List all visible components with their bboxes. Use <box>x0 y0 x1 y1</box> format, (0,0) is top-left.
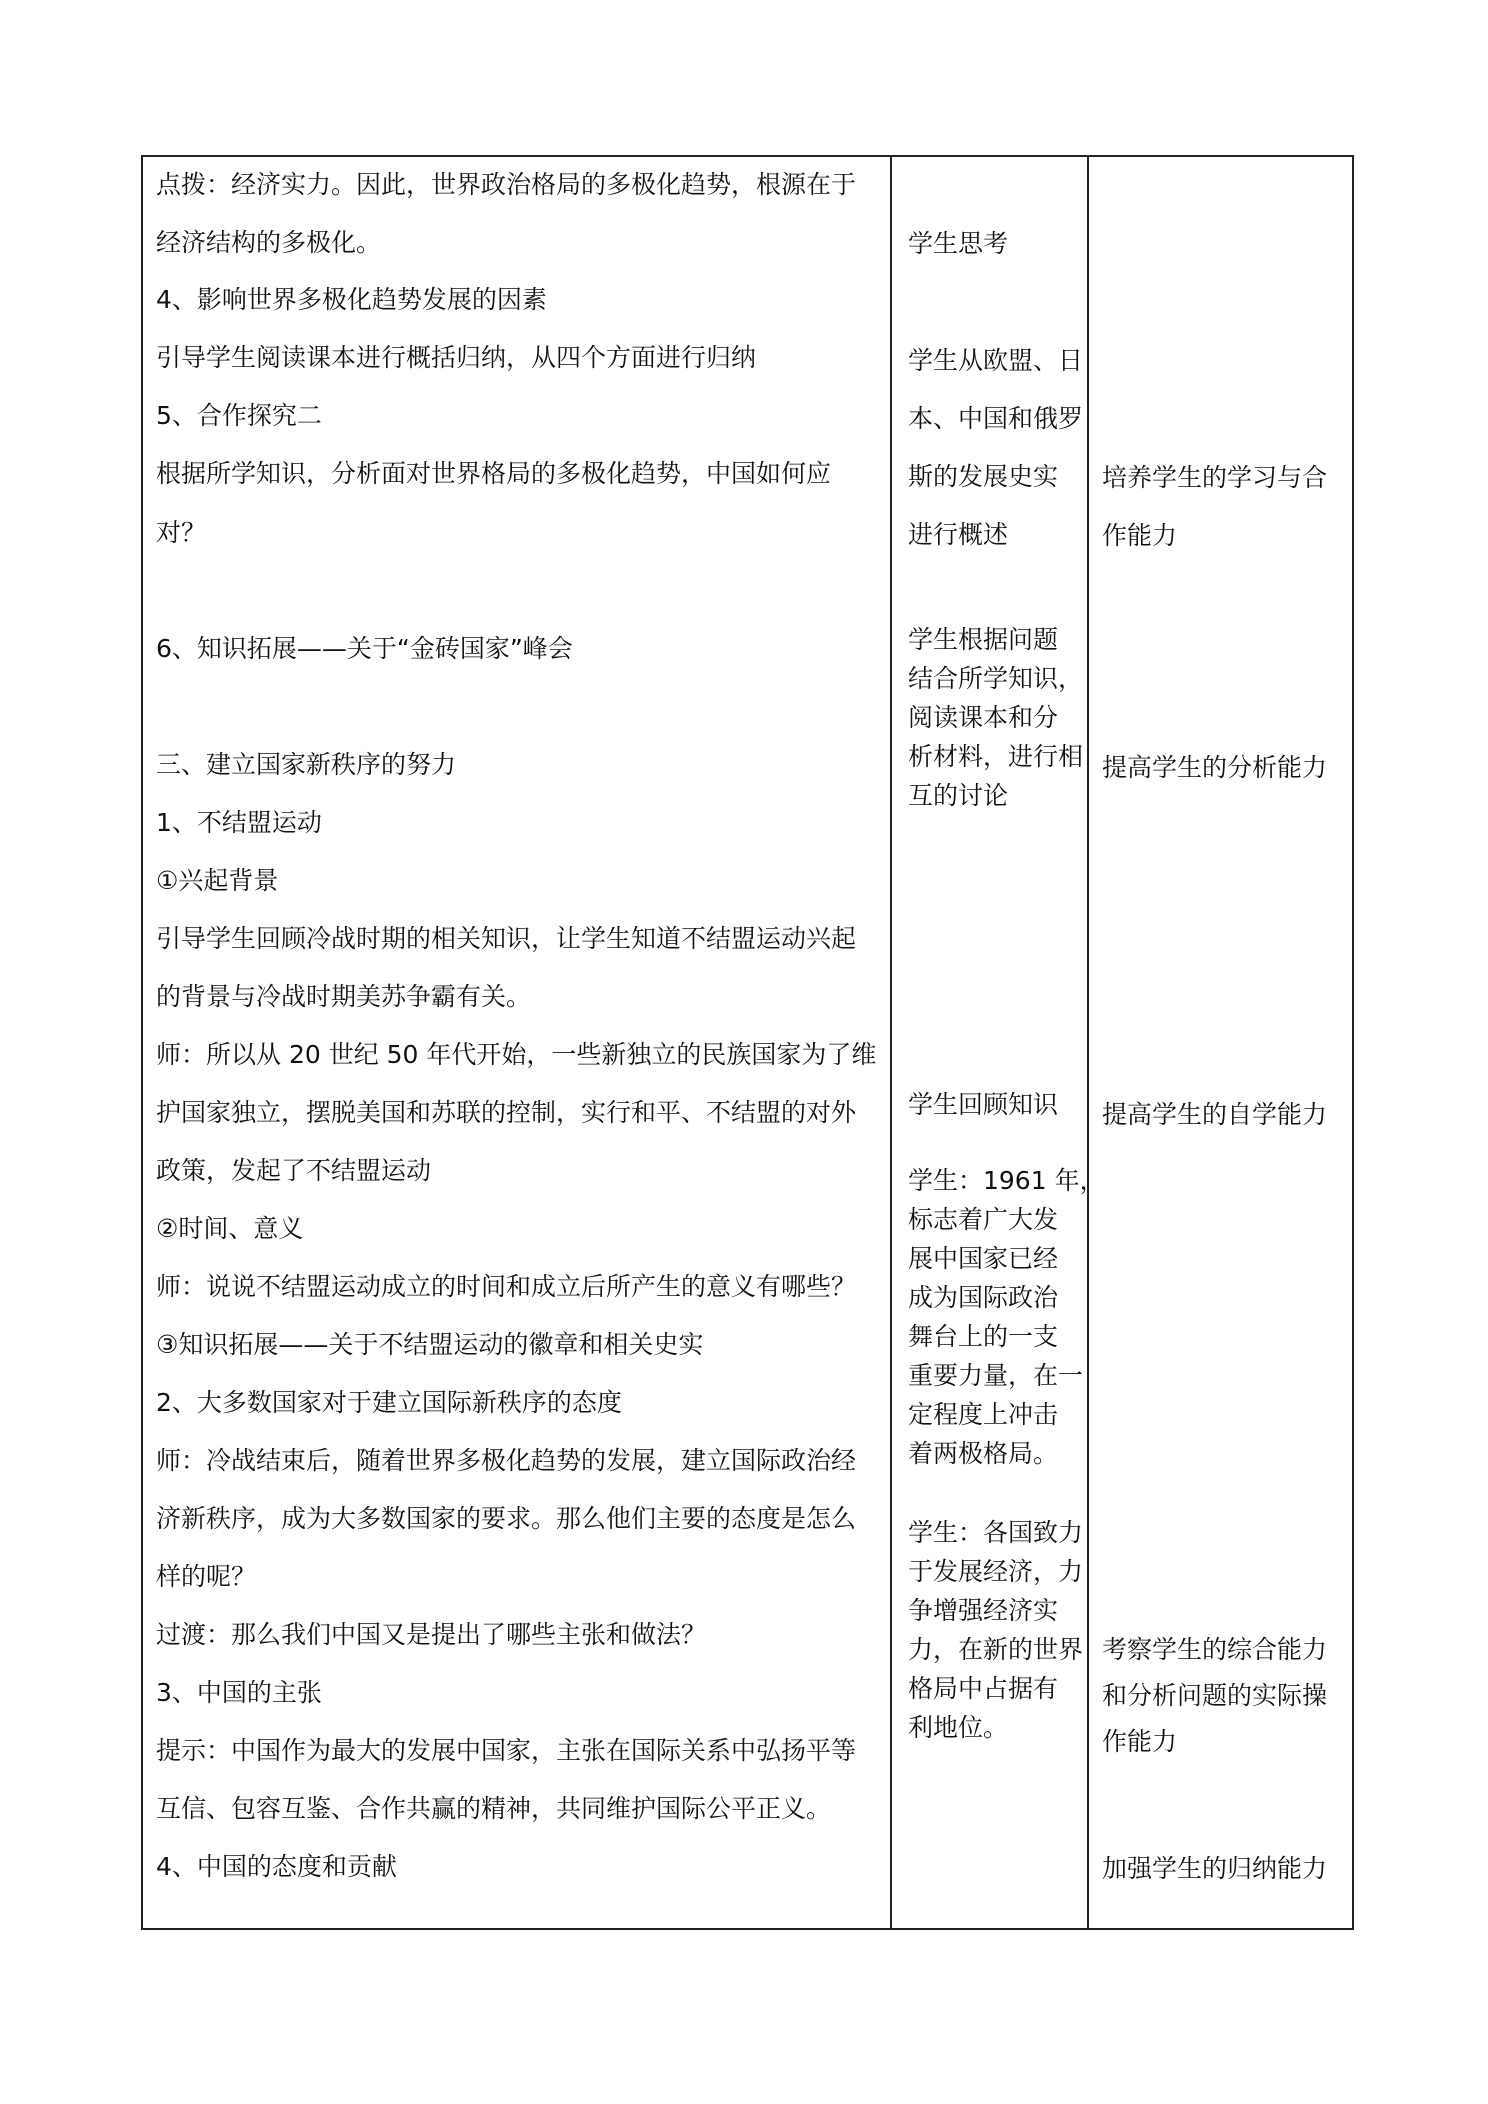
content-line: 师：所以从 20 世纪 50 年代开始，一些新独立的民族国家为了维 <box>156 1040 877 1069</box>
content-line: 1、不结盟运动 <box>156 808 322 837</box>
content-line: 引导学生回顾冷战时期的相关知识，让学生知道不结盟运动兴起 <box>156 924 857 953</box>
content-line: 4、中国的态度和贡献 <box>156 1852 397 1881</box>
activity-line: 学生：1961 年， <box>908 1166 1105 1195</box>
intent-line: 作能力 <box>1102 1727 1178 1756</box>
content-line: 三、建立国家新秩序的努力 <box>156 750 457 779</box>
content-line: 对？ <box>156 518 207 547</box>
content-line: 济新秩序，成为大多数国家的要求。那么他们主要的态度是怎么 <box>156 1504 857 1533</box>
activity-line: 斯的发展史实 <box>908 462 1059 491</box>
activity-line: 定程度上冲击 <box>908 1400 1059 1429</box>
activity-line: 标志着广大发 <box>908 1205 1059 1234</box>
activity-line: 学生根据问题 <box>908 625 1059 654</box>
activity-line: 力，在新的世界 <box>908 1635 1084 1664</box>
activity-line: 于发展经济，力 <box>908 1557 1084 1586</box>
content-line: 互信、包容互鉴、合作共赢的精神，共同维护国际公平正义。 <box>156 1794 832 1823</box>
activity-line: 展中国家已经 <box>908 1244 1059 1273</box>
activity-line: 阅读课本和分 <box>908 703 1059 732</box>
content-line: 师：说说不结盟运动成立的时间和成立后所产生的意义有哪些？ <box>156 1272 857 1301</box>
intent-line: 提高学生的自学能力 <box>1102 1100 1328 1129</box>
intent-line: 作能力 <box>1102 521 1178 550</box>
activity-line: 本、中国和俄罗 <box>908 404 1084 433</box>
content-line: 根据所学知识，分析面对世界格局的多极化趋势，中国如何应 <box>156 459 832 488</box>
content-line: 过渡：那么我们中国又是提出了哪些主张和做法？ <box>156 1620 707 1649</box>
content-line: ①兴起背景 <box>156 866 279 895</box>
activity-line: 进行概述 <box>908 520 1009 549</box>
activity-line: 重要力量，在一 <box>908 1361 1084 1390</box>
content-line: 3、中国的主张 <box>156 1678 322 1707</box>
activity-line: 利地位。 <box>908 1713 1009 1742</box>
content-line: 点拨：经济实力。因此，世界政治格局的多极化趋势，根源在于 <box>156 170 857 199</box>
intent-line: 加强学生的归纳能力 <box>1102 1854 1328 1883</box>
content-line: 师：冷战结束后，随着世界多极化趋势的发展，建立国际政治经 <box>156 1446 857 1475</box>
column-divider-2 <box>1087 155 1089 1928</box>
column-divider-1 <box>890 155 892 1928</box>
content-line: 引导学生阅读课本进行概括归纳，从四个方面进行归纳 <box>156 343 757 372</box>
intent-line: 培养学生的学习与合 <box>1102 463 1328 492</box>
activity-line: 成为国际政治 <box>908 1283 1059 1312</box>
content-line: ③知识拓展——关于不结盟运动的徽章和相关史实 <box>156 1330 704 1359</box>
activity-line: 争增强经济实 <box>908 1596 1059 1625</box>
intent-line: 考察学生的综合能力 <box>1102 1635 1328 1664</box>
content-line: 经济结构的多极化。 <box>156 228 382 257</box>
intent-line: 提高学生的分析能力 <box>1102 753 1328 782</box>
content-line: 5、合作探究二 <box>156 401 322 430</box>
activity-line: 学生：各国致力 <box>908 1518 1084 1547</box>
activity-line: 学生思考 <box>908 229 1009 258</box>
activity-line: 格局中占据有 <box>908 1674 1059 1703</box>
content-line: 的背景与冷战时期美苏争霸有关。 <box>156 982 532 1011</box>
content-line: 护国家独立，摆脱美国和苏联的控制，实行和平、不结盟的对外 <box>156 1098 857 1127</box>
content-line: 样的呢？ <box>156 1562 257 1591</box>
activity-line: 互的讨论 <box>908 781 1009 810</box>
content-line: 4、影响世界多极化趋势发展的因素 <box>156 285 547 314</box>
content-line: 6、知识拓展——关于“金砖国家”峰会 <box>156 634 573 663</box>
intent-line: 和分析问题的实际操 <box>1102 1681 1328 1710</box>
activity-line: 析材料，进行相 <box>908 742 1084 771</box>
content-line: 2、大多数国家对于建立国际新秩序的态度 <box>156 1388 622 1417</box>
activity-line: 学生从欧盟、日 <box>908 346 1084 375</box>
activity-line: 舞台上的一支 <box>908 1322 1059 1351</box>
activity-line: 结合所学知识， <box>908 664 1084 693</box>
activity-line: 学生回顾知识 <box>908 1090 1059 1119</box>
activity-line: 着两极格局。 <box>908 1439 1059 1468</box>
content-line: 提示：中国作为最大的发展中国家，主张在国际关系中弘扬平等 <box>156 1736 857 1765</box>
content-line: 政策，发起了不结盟运动 <box>156 1156 432 1185</box>
content-line: ②时间、意义 <box>156 1214 304 1243</box>
